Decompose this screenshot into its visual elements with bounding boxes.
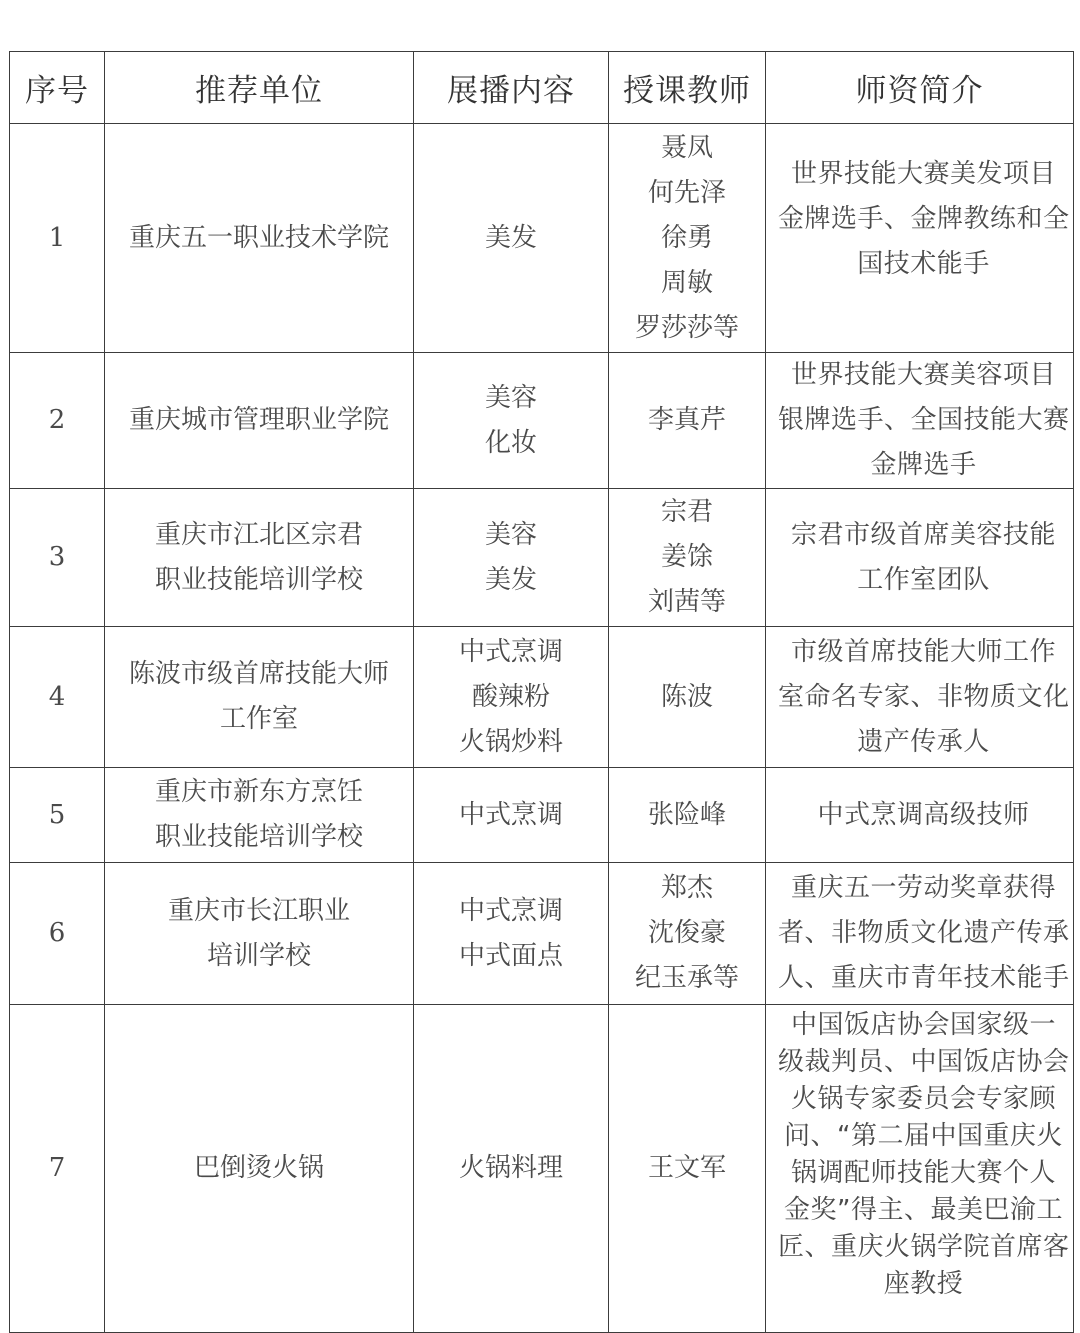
row-index: 1: [10, 124, 105, 353]
row-bio: [766, 353, 1074, 489]
table-row: [10, 627, 1074, 768]
teacher-line: 姜馀: [660, 542, 713, 572]
table-header-row: [10, 52, 1074, 124]
unit-line: 培训学校: [206, 940, 311, 971]
row-bio: [766, 1005, 1074, 1333]
teacher-line: 聂凤: [660, 132, 713, 163]
bio-line: 中国饭店协会国家级一: [790, 1010, 1056, 1040]
row-content: [414, 863, 609, 1005]
unit-line: 工作室: [219, 704, 298, 734]
teacher-line: 周敏: [660, 267, 713, 298]
row-bio: [766, 489, 1074, 627]
teacher-line: 纪玉承等: [634, 963, 739, 993]
bio-line: 人、重庆市青年技术能手: [778, 963, 1070, 993]
bio-line: 金牌选手、金牌教练和全: [778, 204, 1070, 234]
unit-line: 重庆市新东方烹饪: [154, 777, 363, 807]
bio-line: 世界技能大赛美容项目: [790, 360, 1056, 390]
bio-line: 者、非物质文化遗产传承: [778, 918, 1070, 948]
bio-line: 金奖”得主、最美巴渝工: [784, 1195, 1063, 1225]
row-teacher: [609, 768, 766, 863]
row-index: 5: [10, 768, 105, 863]
row-unit: [105, 1005, 414, 1333]
bio-line: 锅调配师技能大赛个人: [790, 1158, 1056, 1188]
content-line: 中式烹调: [458, 636, 563, 667]
teacher-line: 李真芹: [647, 405, 726, 435]
row-teacher: [609, 353, 766, 489]
teacher-line: 陈波: [660, 681, 713, 712]
header-unit: 推荐单位: [105, 52, 414, 124]
row-unit: [105, 489, 414, 627]
row-content: [414, 1005, 609, 1333]
table-row: [10, 124, 1074, 353]
row-content: [414, 627, 609, 768]
row-index: 3: [10, 489, 105, 627]
row-teacher: [609, 489, 766, 627]
table-row: [10, 489, 1074, 627]
unit-line: 巴倒烫火锅: [193, 1153, 324, 1183]
bio-line: 室命名专家、非物质文化: [778, 681, 1070, 712]
row-bio: [766, 627, 1074, 768]
row-teacher: [609, 863, 766, 1005]
unit-line: 重庆五一职业技术学院: [128, 222, 389, 253]
bio-line: 国技术能手: [857, 249, 990, 279]
table-row: [10, 768, 1074, 863]
row-bio: [766, 124, 1074, 353]
bio-line: 银牌选手、全国技能大赛: [778, 405, 1070, 435]
header-bio: 师资简介: [766, 52, 1074, 124]
row-index: 2: [10, 353, 105, 489]
teacher-line: 罗莎莎等: [634, 312, 739, 343]
header-teacher: 授课教师: [609, 52, 766, 124]
bio-line: 工作室团队: [857, 564, 990, 595]
row-content: [414, 768, 609, 863]
bio-line: 世界技能大赛美发项目: [790, 159, 1056, 189]
teacher-line: 张险峰: [647, 799, 726, 830]
row-content: [414, 124, 609, 353]
row-content: [414, 489, 609, 627]
bio-line: 中式烹调高级技师: [817, 799, 1030, 830]
bio-line: 问、“第二届中国重庆火: [784, 1121, 1063, 1151]
teacher-line: 王文军: [647, 1153, 726, 1183]
teacher-line: 何先泽: [647, 177, 726, 208]
bio-line: 市级首席技能大师工作: [790, 636, 1056, 667]
content-line: 美容: [484, 382, 537, 413]
bio-line: 重庆五一劳动奖章获得: [790, 873, 1056, 903]
teacher-line: 沈俊豪: [647, 918, 726, 948]
teacher-line: 郑杰: [660, 873, 713, 903]
content-line: 美发: [484, 222, 537, 253]
bio-line: 遗产传承人: [857, 726, 990, 757]
row-unit: [105, 863, 414, 1005]
header-content: 展播内容: [414, 52, 609, 124]
table-row: [10, 1005, 1074, 1333]
content-line: 美发: [484, 564, 537, 595]
row-index: 7: [10, 1005, 105, 1333]
bio-line: 宗君市级首席美容技能: [790, 519, 1056, 550]
row-bio: [766, 768, 1074, 863]
teacher-line: 徐勇: [660, 222, 713, 253]
unit-line: 重庆市江北区宗君: [154, 519, 363, 550]
row-bio: [766, 863, 1074, 1005]
content-line: 中式面点: [458, 940, 563, 971]
content-line: 化妆: [484, 427, 537, 458]
content-line: 美容: [484, 519, 537, 550]
unit-line: 职业技能培训学校: [154, 564, 363, 595]
unit-line: 职业技能培训学校: [154, 822, 363, 852]
row-index: 6: [10, 863, 105, 1005]
unit-line: 重庆市长江职业: [167, 895, 350, 926]
unit-line: 陈波市级首席技能大师: [128, 659, 389, 689]
bio-line: 座教授: [883, 1269, 964, 1299]
row-content: [414, 353, 609, 489]
content-line: 火锅料理: [458, 1153, 563, 1183]
content-line: 火锅炒料: [458, 726, 563, 757]
content-line: 酸辣粉: [471, 681, 550, 712]
row-teacher: [609, 1005, 766, 1333]
teacher-line: 宗君: [660, 497, 713, 527]
row-teacher: [609, 627, 766, 768]
row-unit: [105, 124, 414, 353]
teacher-table: [9, 51, 1074, 1333]
bio-line: 匠、重庆火锅学院首席客: [778, 1232, 1070, 1262]
bio-line: 级裁判员、中国饭店协会: [778, 1047, 1070, 1077]
teacher-line: 刘茜等: [647, 587, 726, 617]
table-row: [10, 863, 1074, 1005]
content-line: 中式烹调: [458, 895, 563, 926]
content-line: 中式烹调: [458, 799, 563, 830]
bio-line: 火锅专家委员会专家顾: [790, 1084, 1056, 1114]
row-index: 4: [10, 627, 105, 768]
row-unit: [105, 768, 414, 863]
header-index: 序号: [10, 52, 105, 124]
table-row: [10, 353, 1074, 489]
row-unit: [105, 627, 414, 768]
row-unit: [105, 353, 414, 489]
bio-line: 金牌选手: [870, 450, 977, 480]
unit-line: 重庆城市管理职业学院: [128, 405, 389, 435]
row-teacher: [609, 124, 766, 353]
